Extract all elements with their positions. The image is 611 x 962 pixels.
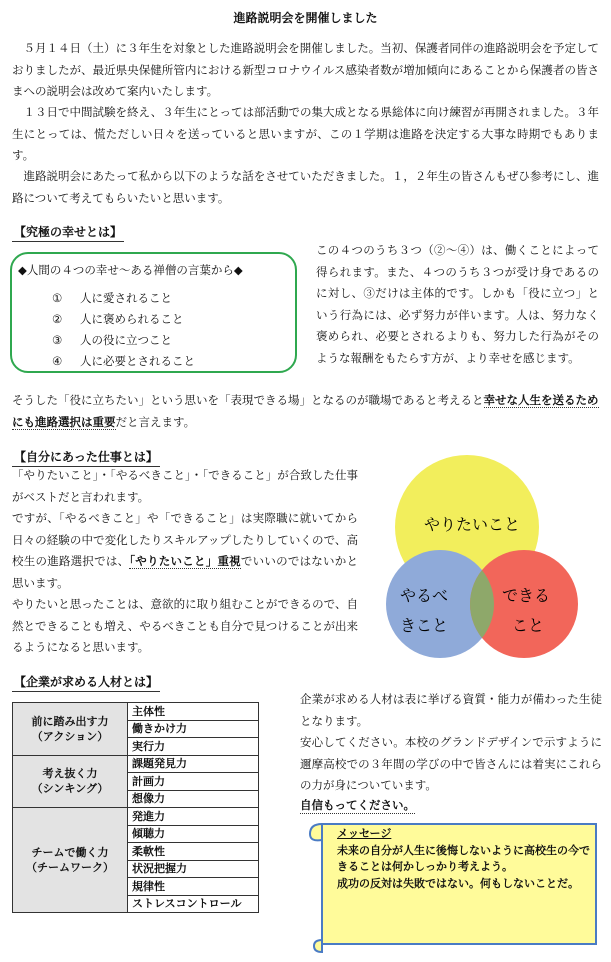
intro-paragraph-3: 進路説明会にあたって私から以下のような話をさせていただきました。１，２年生の皆さんもぜひ参考にし、進路について考えてもらいたいと思います。 bbox=[12, 169, 599, 205]
skill-cell: 状況把握力 bbox=[128, 860, 259, 878]
section-heading-happiness: 【究極の幸せとは】 bbox=[12, 224, 124, 242]
item-number: ② bbox=[52, 312, 63, 326]
job-fit-text bbox=[12, 465, 358, 659]
table-row bbox=[13, 755, 259, 773]
venn-label-should-2: きこと bbox=[400, 616, 449, 635]
page-title: 進路説明会を開催しました bbox=[233, 11, 378, 25]
message-text bbox=[337, 826, 595, 892]
table-row bbox=[13, 703, 259, 721]
happiness-item bbox=[52, 311, 184, 327]
category-label: 前に踏み出す力 bbox=[31, 714, 109, 728]
four-happiness-title: ◆人間の４つの幸せ～ある禅僧の言葉から◆ bbox=[18, 263, 243, 277]
company-line-2: 安心してください。本校のグランドデザインで示すように邇摩高校での３年間の学びの中で皆さんには着実にこれらの力が身についています。 bbox=[300, 735, 602, 792]
scroll-bottom-curl bbox=[314, 840, 322, 952]
venn-label-want: やりたいこと bbox=[424, 515, 521, 534]
message-body-1: 未来の自分が人生に後悔しないように高校生の今できることは何かしっかり考えよう。 bbox=[337, 843, 590, 873]
category-cell bbox=[13, 808, 128, 913]
skill-cell: 働きかけ力 bbox=[128, 720, 259, 738]
item-text: 人に愛されること bbox=[80, 291, 172, 305]
category-cell bbox=[13, 755, 128, 808]
category-cell bbox=[13, 703, 128, 756]
company-explanation bbox=[300, 689, 602, 797]
job-fit-line-a: 「やりたいこと」・「やるべきこと」・「できること」が合致した仕事がベストだと言われます。 bbox=[12, 468, 358, 504]
job-fit-emphasis: 「やりたいこと」重視 bbox=[129, 554, 241, 568]
intro-paragraph-2: １３日で中間試験を終え、３年生にとっては部活動での集大成となる県総体に向け練習が再開されました。３年生にとっては、慌ただしい日々を送っていると思いますが、この１学期は進路を決定する大事な時期でもあります。 bbox=[12, 105, 599, 162]
skill-cell: 規律性 bbox=[128, 878, 259, 896]
happiness-explanation: この４つのうち３つ（②～④）は、働くことによって得られます。また、４つのうち３つが受け身であるのに対し、③だけは主体的です。しかも「役に立つ」という行為には、必ず努力が伴います。人は、努力なく褒められ、必要とされるよりも、努力した行為がそのような報酬をもたらす方が、より幸せを感じます。 bbox=[316, 243, 599, 365]
item-number: ③ bbox=[52, 333, 63, 347]
section-heading-talent: 【企業が求める人材とは】 bbox=[12, 674, 160, 692]
happiness-item bbox=[52, 353, 195, 369]
job-fit-line-b: ですが、「やるべきこと」や「できること」は実際職に就いてから日々の経験の中で変化したりスキルアップしたりしていくので、高校生の進路選択では、 bbox=[12, 511, 358, 568]
skill-cell: 実行力 bbox=[128, 738, 259, 756]
category-sub: （チームワーク） bbox=[26, 861, 114, 874]
job-fit-line-c: でいいのではないかと思います。 bbox=[12, 554, 358, 590]
venn-label-should: やるべ bbox=[400, 586, 449, 605]
item-text: 人に褒められること bbox=[80, 312, 184, 326]
section-heading-job-fit: 【自分にあった仕事とは】 bbox=[12, 449, 160, 467]
venn-label-can-2: こと bbox=[512, 616, 545, 635]
happiness-item bbox=[52, 332, 172, 348]
category-label: チームで働く力 bbox=[31, 846, 109, 859]
job-fit-line-d: やりたいと思ったことは、意欲的に取り組むことができるので、自然とできることも増え、やるべきことも自分で見つけることが出来るようになると思います。 bbox=[12, 597, 358, 654]
category-sub: （アクション） bbox=[31, 729, 109, 743]
conclusion-emphasis: 幸せな人生を送るためにも進路選択は重要 bbox=[12, 393, 599, 429]
scroll-top-curl bbox=[310, 824, 322, 840]
skill-cell: 柔軟性 bbox=[128, 843, 259, 861]
skill-cell: 課題発見力 bbox=[128, 755, 259, 773]
category-label: 考え抜く力 bbox=[42, 767, 98, 781]
skill-cell: ストレスコントロール bbox=[128, 895, 259, 913]
talent-table bbox=[12, 702, 259, 913]
confidence-line: 自信もってください。 bbox=[300, 798, 415, 812]
category-sub: （シンキング） bbox=[31, 782, 109, 796]
conclusion-text: そうした「役に立ちたい」という思いを「表現できる場」となるのが職場であると考えると bbox=[12, 393, 484, 407]
message-body-2: 成功の反対は失敗ではない。何もしないことだ。 bbox=[337, 876, 579, 890]
happiness-conclusion bbox=[12, 390, 602, 433]
intro-paragraph-1: ５月１４日（土）に３年生を対象とした進路説明会を開催しました。当初、保護者同伴の進路説明会を予定しておりましたが、最近県央保健所管内における新型コロナウイルス感染者数が増加傾向にあることから保護者の皆さまへの説明会は改めて案内いたします。 bbox=[12, 41, 599, 98]
skill-cell: 想像力 bbox=[128, 790, 259, 808]
happiness-item bbox=[52, 290, 172, 306]
skill-cell: 主体性 bbox=[128, 703, 259, 721]
message-heading: メッセージ bbox=[337, 827, 392, 840]
company-line-1: 企業が求める人材は表に挙げる資質・能力が備わった生徒となります。 bbox=[300, 692, 602, 728]
item-number: ④ bbox=[52, 354, 63, 368]
conclusion-end: だと言えます。 bbox=[115, 414, 196, 429]
item-number: ① bbox=[52, 291, 63, 305]
table-row bbox=[13, 808, 259, 826]
item-text: 人の役に立つこと bbox=[80, 333, 172, 347]
skill-cell: 計画力 bbox=[128, 773, 259, 791]
skill-cell: 傾聴力 bbox=[128, 825, 259, 843]
venn-label-can: できる bbox=[502, 586, 551, 605]
item-text: 人に必要とされること bbox=[80, 354, 195, 368]
skill-cell: 発進力 bbox=[128, 808, 259, 826]
venn-diagram bbox=[372, 455, 604, 677]
